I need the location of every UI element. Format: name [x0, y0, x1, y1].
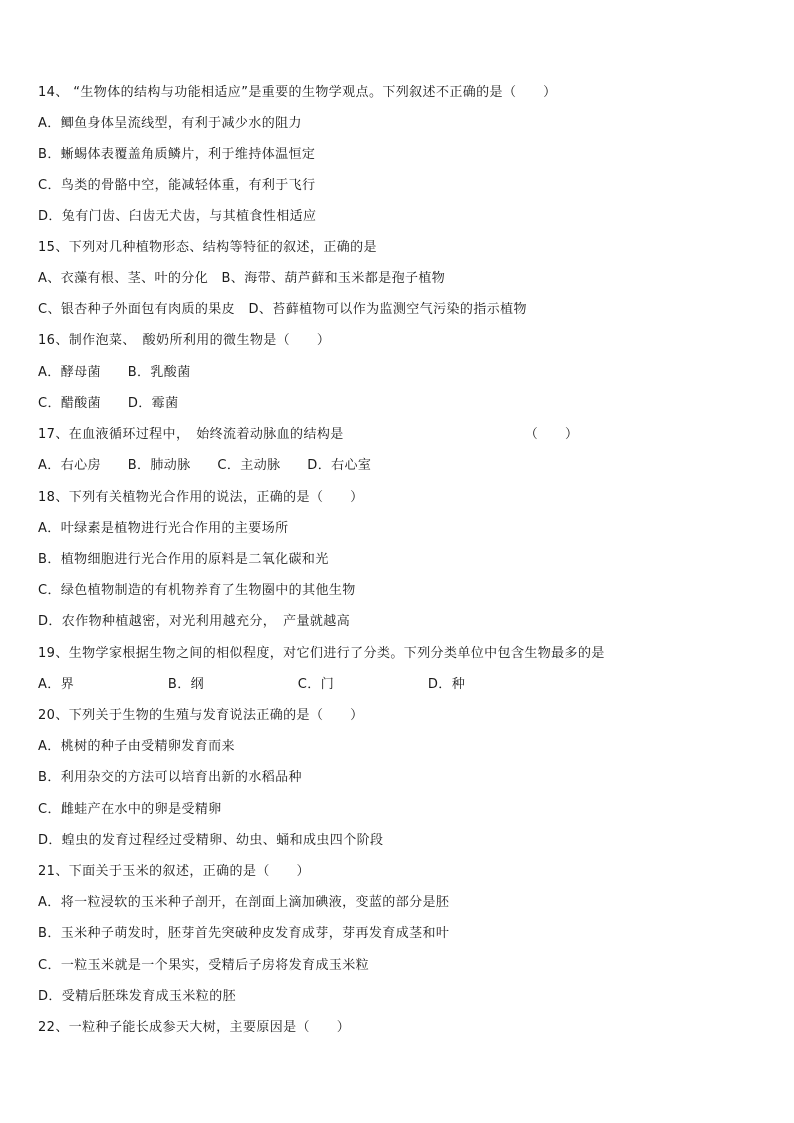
q15-options-ab: A、衣藻有根、茎、叶的分化 B、海带、葫芦藓和玉米都是孢子植物 [38, 271, 446, 286]
q21-option-a: A．将一粒浸软的玉米种子剖开，在剖面上滴加碘液，变蓝的部分是胚 [38, 895, 450, 910]
q18-option-b: B．植物细胞进行光合作用的原料是二氧化碳和光 [38, 552, 329, 567]
q19-stem: 19、生物学家根据生物之间的相似程度，对它们进行了分类。下列分类单位中包含生物最多的是 [38, 646, 605, 661]
q16-stem: 16、制作泡菜、 酸奶所利用的微生物是（ ） [38, 333, 331, 348]
q17-stem: 17、在血液循环过程中， 始终流着动脉血的结构是 （ ） [38, 427, 579, 442]
q20-stem: 20、下列关于生物的生殖与发育说法正确的是（ ） [38, 708, 364, 723]
q22-stem: 22、一粒种子能长成参天大树，主要原因是（ ） [38, 1020, 351, 1035]
q15-stem: 15、下列对几种植物形态、结构等特征的叙述，正确的是 [38, 240, 377, 255]
q15-options-cd: C、银杏种子外面包有肉质的果皮 D、苔藓植物可以作为监测空气污染的指示植物 [38, 302, 527, 317]
q21-option-b: B．玉米种子萌发时，胚芽首先突破种皮发育成芽，芽再发育成茎和叶 [38, 926, 450, 941]
q18-option-d: D．农作物种植越密，对光利用越充分， 产量就越高 [38, 614, 351, 629]
q21-option-c: C．一粒玉米就是一个果实，受精后子房将发育成玉米粒 [38, 958, 370, 973]
q17-options: A．右心房 B．肺动脉 C．主动脉 D．右心室 [38, 458, 372, 473]
q16-options-cd: C．醋酸菌 D．霉菌 [38, 396, 179, 411]
q14-option-c: C．鸟类的骨骼中空，能减轻体重，有利于飞行 [38, 178, 316, 193]
q18-stem: 18、下列有关植物光合作用的说法，正确的是（ ） [38, 490, 364, 505]
q14-option-d: D．兔有门齿、臼齿无犬齿，与其植食性相适应 [38, 209, 317, 224]
q14-option-a: A．鲫鱼身体呈流线型，有利于减少水的阻力 [38, 116, 302, 131]
q20-option-c: C．雌蛙产在水中的卵是受精卵 [38, 802, 222, 817]
q20-option-b: B．利用杂交的方法可以培育出新的水稻品种 [38, 770, 302, 785]
q18-option-c: C．绿色植物制造的有机物养育了生物圈中的其他生物 [38, 583, 356, 598]
q21-stem: 21、下面关于玉米的叙述，正确的是（ ） [38, 864, 310, 879]
q19-options: A．界 B．纲 C．门 D．种 [38, 677, 466, 692]
q21-option-d: D．受精后胚珠发育成玉米粒的胚 [38, 989, 237, 1004]
q20-option-d: D．蝗虫的发育过程经过受精卵、幼虫、蛹和成虫四个阶段 [38, 833, 384, 848]
q14-option-b: B．蜥蜴体表覆盖角质鳞片，利于维持体温恒定 [38, 147, 316, 162]
q20-option-a: A．桃树的种子由受精卵发育而来 [38, 739, 235, 754]
q14-stem: 14、 “生物体的结构与功能相适应”是重要的生物学观点。下列叙述不正确的是（ ） [38, 85, 557, 100]
q18-option-a: A．叶绿素是植物进行光合作用的主要场所 [38, 521, 289, 536]
q16-options-ab: A．酵母菌 B．乳酸菌 [38, 365, 191, 380]
